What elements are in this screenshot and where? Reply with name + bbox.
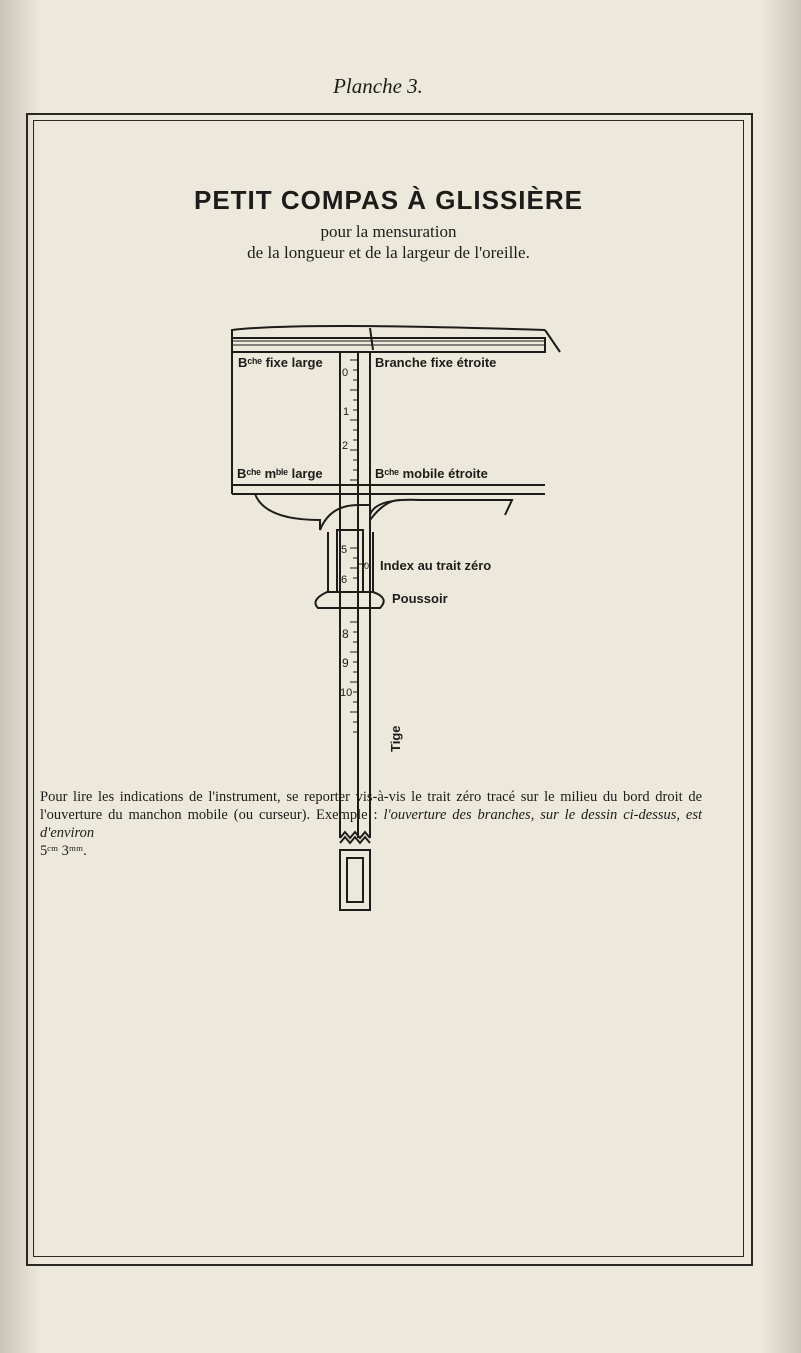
label-fixed-wide-branch: Bᶜʰᵉ fixe large <box>238 355 323 370</box>
reading-instructions <box>40 788 702 860</box>
index-zero-mark: 0 <box>364 561 370 571</box>
plate-number: Planche 3. <box>333 74 423 98</box>
subtitle-line-1: pour la mensuration <box>320 222 457 241</box>
label-pusher: Poussoir <box>392 591 448 606</box>
scale-number-0: 0 <box>342 367 349 379</box>
scale-number-6: 6 <box>341 574 348 586</box>
page-title: PETIT COMPAS À GLISSIÈRE <box>193 185 583 215</box>
scale-number-10: 10 <box>340 687 353 699</box>
reading-example-value: 5ᶜᵐ 3ᵐᵐ. <box>40 843 87 859</box>
scale-number-8: 8 <box>342 627 349 641</box>
reading-example: l'ouverture des branches, sur le dessin ci-dessus, est d'environ <box>40 807 703 841</box>
label-mobile-wide-branch: Bᶜʰᵉ mᵇˡᵉ large <box>237 466 323 481</box>
scale-number-1: 1 <box>343 406 350 418</box>
reading-instructions-text: Pour lire les indications de l'instrument, se reporter vis-à-vis le trait zéro tracé sur le milieu du bord droit de l'ouverture du manchon mobile (ou curseur). Exemple : <box>40 789 702 823</box>
scale-number-2: 2 <box>342 440 349 452</box>
label-rod: Tige <box>388 725 403 752</box>
subtitle-line-2: de la longueur et de la largeur de l'oreille. <box>247 243 530 262</box>
label-mobile-narrow-branch: Bᶜʰᵉ mobile étroite <box>375 466 488 481</box>
label-fixed-narrow-branch: Branche fixe étroite <box>375 355 497 370</box>
scale-number-9: 9 <box>342 656 349 670</box>
label-index: Index au trait zéro <box>380 558 492 573</box>
scale-number-5: 5 <box>341 544 348 556</box>
